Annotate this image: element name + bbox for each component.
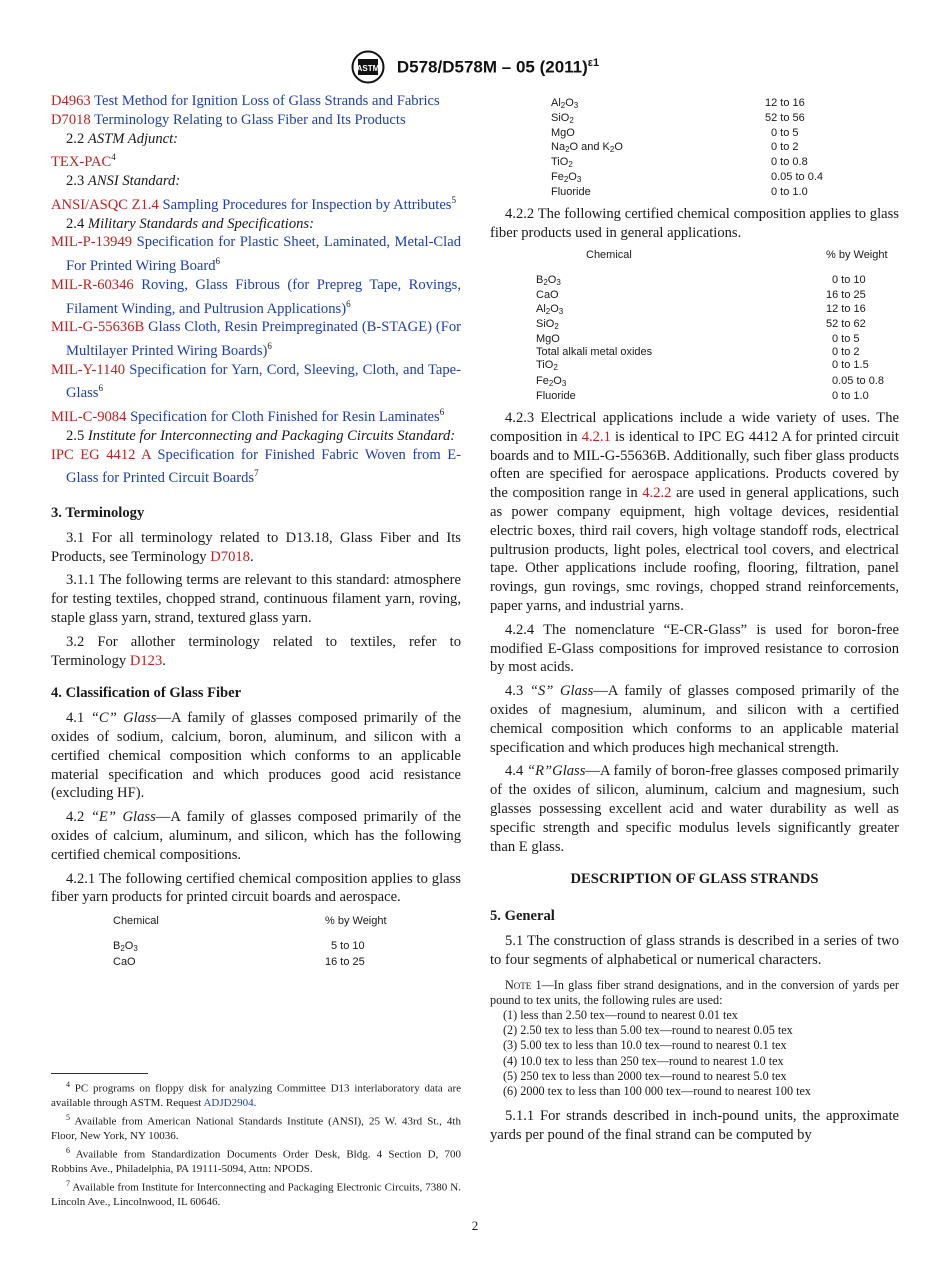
- logo-text: ASTM: [356, 64, 380, 73]
- page-number: 2: [471, 1218, 479, 1233]
- ref-code-link[interactable]: TEX-PAC: [51, 154, 112, 171]
- footnotes: [51, 1073, 461, 1209]
- ref-link[interactable]: D7018: [210, 548, 250, 565]
- note-item: (4) 10.0 tex to less than 250 tex—round to nearest 1.0 tex: [503, 1053, 784, 1068]
- table-row: Al2O3 12 to 16: [551, 97, 805, 110]
- ref-ipc: IPC EG 4412 A Specification for Finished Fabric Woven from E-Glass for Printed Circuit Boards$^7$: [51, 446, 461, 487]
- standard-designation: D578/D578M – 05 $(2011)^{\varepsilon 1}$: [396, 56, 600, 77]
- ref-d7018: D7018 Terminology Relating to Glass Fiber and Its Products: [51, 111, 406, 128]
- footnote: $^5$ Available from American National Standards Institute (ANSI), 25 W. 43rd St., 4th Floor, New York, NY 10036.: [51, 1112, 461, 1143]
- description-heading: DESCRIPTION OF GLASS STRANDS: [570, 871, 819, 888]
- para-4-3: 4.3 “S” Glass—A family of glasses composed primarily of the oxides of magnesium, aluminum, and silicon with a certified chemical composition which conforms to an applicable material specification and which produces high mechanical strength.: [490, 683, 899, 756]
- section-2-4: 2.4 Military Standards and Specifications:: [66, 215, 314, 232]
- section-4-heading: 4. Classification of Glass Fiber: [51, 685, 242, 702]
- ref-mil: MIL-G-55636B Glass Cloth, Resin Preimpreginated (B-STAGE) (For Multilayer Printed Wiring Boards)$^6$: [51, 319, 461, 359]
- table-row: Al2O3 12 to 16: [536, 302, 866, 316]
- note-item: (2) 2.50 tex to less than 5.00 tex—round to nearest 0.05 tex: [503, 1023, 793, 1038]
- table-row: Fe2O3 0.05 to 0.4: [551, 171, 823, 185]
- note-1: Note 1—In glass fiber strand designations, and in the conversion of yards per pound to tex units, the following rules are used: (1) less than 2.50 tex—round to nearest 0.01 tex (2) 2.50 tex to less than 5.00 tex—round to nearest 0.05 tex (3) 5.00 tex to less than 10.0 tex—round to nearest 0.1 tex (4) 10.0 tex to less than 250 tex—round to nearest 1.0 tex (5) 250 tex to less than 2000 tex—round to nearest 5.0 tex (6) 2000 tex to less than 100 000 tex—round to nearest 100 tex: [490, 977, 899, 1098]
- chem-table-2: [536, 249, 888, 403]
- table-row: Fluoride 0 to 1.0: [536, 389, 869, 402]
- table-row: B2O3 0 to 10: [536, 274, 866, 288]
- table-row: TiO2 0 to 1.5: [536, 359, 869, 373]
- ref-code-link[interactable]: MIL-P-13949: [51, 234, 133, 251]
- table-row: SiO2 52 to 56: [551, 112, 805, 126]
- ref-link[interactable]: 4.2.1: [581, 428, 611, 445]
- astm-logo: [351, 50, 385, 84]
- ref-link[interactable]: D123: [129, 652, 163, 669]
- ref-link[interactable]: 4.2.2: [642, 485, 672, 502]
- para-4-1: 4.1 “C” Glass—A family of glasses composed primarily of the oxides of sodium, calcium, boron, aluminum, and silicon with a certified chemical composition which conforms to an applicable material specification and which produces good acid resistance (excluding HF).: [51, 710, 461, 802]
- ref-code-link[interactable]: IPC EG 4412 A: [51, 446, 151, 463]
- ref-code-link[interactable]: MIL-C-9084: [51, 408, 127, 425]
- footnote: $^6$ Available from Standardization Documents Order Desk, Bldg. 4 Section D, 700 Robbins Ave., Philadelphia, PA 19111-5094, Attn: NPODS.: [51, 1145, 461, 1175]
- section-2-5: 2.5 Institute for Interconnecting and Packaging Circuits Standard:: [66, 427, 456, 444]
- para-5-1: 5.1 The construction of glass strands is described in a series of two to four segments of alphabetical or numerical characters.: [490, 932, 899, 968]
- ref-code-link[interactable]: MIL-G-55636B: [51, 319, 145, 336]
- ref-mil: MIL-C-9084 Specification for Cloth Finished for Resin Laminates$^6$: [51, 407, 445, 425]
- footnote: $^4$ PC programs on floppy disk for analyzing Committee D13 interlaboratory data are available through ASTM. Request ADJD2904.: [51, 1080, 462, 1110]
- table-row: MgO 0 to 5: [551, 127, 799, 140]
- note-item: (6) 2000 tex to less than 100 000 tex—round to nearest 100 tex: [503, 1083, 812, 1098]
- ref-code-link[interactable]: MIL-R-60346: [51, 276, 134, 293]
- note-item: (1) less than 2.50 tex—round to nearest 0.01 tex: [503, 1007, 738, 1022]
- ref-texpac: TEX-PAC$^4$: [51, 152, 116, 171]
- ref-mil: MIL-Y-1140 Specification for Yarn, Cord, Sleeving, Cloth, and Tape-Glass$^6$: [51, 361, 461, 402]
- para-4-2: 4.2 “E” Glass—A family of glasses composed primarily of the oxides of calcium, aluminum, and silicon, which has the following certified chemical compositions.: [51, 809, 461, 863]
- table-row: SiO2 52 to 62: [536, 317, 866, 331]
- para-4-2-3: 4.2.3 Electrical applications include a wide variety of uses. The composition in 4.2.1 is identical to IPC EG 4412 A for printed circuit boards and to MIL-G-55636B. Additionally, such fiber glass products often are specified for aerospace applications. Products covered by the composition range in 4.2.2 are used in general applications, such as power company equipment, high voltage devices, residential electric boxes, third rail covers, high voltage standoff rods, electrical pultrusion products, light poles, electrical tool covers, and electrical tape. Other applications include roofing, flooring, filtration, panel rovings, gun rovings, smc rovings, chopped strand reinforcements, paper yarns, and industrial yarns.: [490, 410, 899, 615]
- left-column: [51, 92, 461, 969]
- section-3-heading: 3. Terminology: [51, 505, 145, 522]
- footnote-link[interactable]: ADJD2904: [203, 1097, 254, 1110]
- ref-mil: MIL-R-60346 Roving, Glass Fibrous (for Prepreg Tape, Rovings, Filament Winding, and Pultrusion Applications)$^6$: [51, 276, 461, 317]
- para-4-4: 4.4 “R”Glass—A family of boron-free glasses composed primarily of the oxides of silicon, aluminum, calcium and magnesium, such glasses possessing excellent acid and water durability as well as specific strength and specific modulus levels significantly greater than E glass.: [490, 763, 899, 855]
- para-4-2-2: 4.2.2 The following certified chemical composition applies to glass fiber products used in general applications.: [490, 206, 899, 242]
- ref-code-link[interactable]: ANSI/ASQC Z1.4: [51, 196, 159, 213]
- ref-code-link[interactable]: D4963: [51, 93, 91, 109]
- right-column: [490, 97, 899, 1150]
- ref-code-link[interactable]: MIL-Y-1140: [51, 361, 126, 378]
- table-row: Fe2O3 0.05 to 0.8: [536, 374, 884, 388]
- para-3-2: 3.2 For allother terminology related to textiles, refer to Terminology D123.: [51, 633, 461, 669]
- chem-table-1: [113, 915, 387, 969]
- para-4-2-4: 4.2.4 The nomenclature “E-CR-Glass” is used for boron-free modified E-Glass compositions for improved resistance to corrosion by most acids.: [490, 621, 899, 676]
- note-item: (3) 5.00 tex to less than 10.0 tex—round to nearest 0.1 tex: [503, 1038, 787, 1053]
- footnote-rule: [51, 1073, 148, 1074]
- ref-ansi: ANSI/ASQC Z1.4 Sampling Procedures for Inspection by Attributes$^5$: [51, 194, 456, 213]
- note-label: Note 1: [505, 977, 542, 992]
- section-2-3: 2.3 ANSI Standard:: [66, 173, 181, 190]
- para-3-1-1: 3.1.1 The following terms are relevant to this standard: atmosphere for testing textiles, chopped strand, continuous filament yarn, roving, staple glass yarn, strand, textured glass yarn.: [51, 572, 461, 626]
- section-2-2: 2.2 ASTM Adjunct:: [66, 130, 179, 147]
- para-5-1-1: 5.1.1 For strands described in inch-pound units, the approximate yards per pound of the final strand can be computed by: [490, 1108, 899, 1143]
- table-row: TiO2 0 to 0.8: [551, 155, 808, 169]
- table-row: CaO 16 to 25: [113, 955, 365, 968]
- table-row: CaO 16 to 25: [536, 289, 866, 302]
- table-row: Na2O and K2O 0 to 2: [551, 140, 799, 154]
- footnote: $^7$ Available from Institute for Interconnecting and Packaging Electronic Circuits, 7380 N. Lincoln Ave., Lincolnwood, IL 60646.: [51, 1178, 461, 1208]
- chem-table-1-continued: [551, 97, 823, 199]
- table-header: % by Weight: [325, 915, 387, 928]
- table-header: Chemical: [113, 915, 159, 928]
- table-row: Fluoride 0 to 1.0: [551, 186, 808, 199]
- page-header: [0, 50, 950, 84]
- note-item: (5) 250 tex to less than 2000 tex—round to nearest 5.0 tex: [503, 1068, 787, 1083]
- table-row: B2O3 5 to 10: [113, 940, 365, 954]
- para-4-2-1: 4.2.1 The following certified chemical composition applies to glass fiber yarn products for printed circuit boards and aerospace.: [51, 870, 461, 906]
- para-3-1: 3.1 For all terminology related to D13.18, Glass Fiber and Its Products, see Terminology D7018.: [51, 529, 461, 565]
- ref-code-link[interactable]: D7018: [51, 111, 91, 128]
- table-header: Chemical: [586, 249, 632, 262]
- table-row: MgO 0 to 5: [536, 333, 860, 346]
- section-5-heading: 5. General: [490, 908, 555, 925]
- ref-d4963: D4963 Test Method for Ignition Loss of Glass Strands and Fabrics: [51, 93, 440, 109]
- epsilon-superscript: ε1: [587, 56, 600, 69]
- table-row: Total alkali metal oxides 0 to 2: [536, 346, 860, 359]
- table-header: % by Weight: [826, 249, 888, 262]
- ref-mil: MIL-P-13949 Specification for Plastic Sheet, Laminated, Metal-Clad For Printed Wiring Board$^6$: [51, 234, 461, 274]
